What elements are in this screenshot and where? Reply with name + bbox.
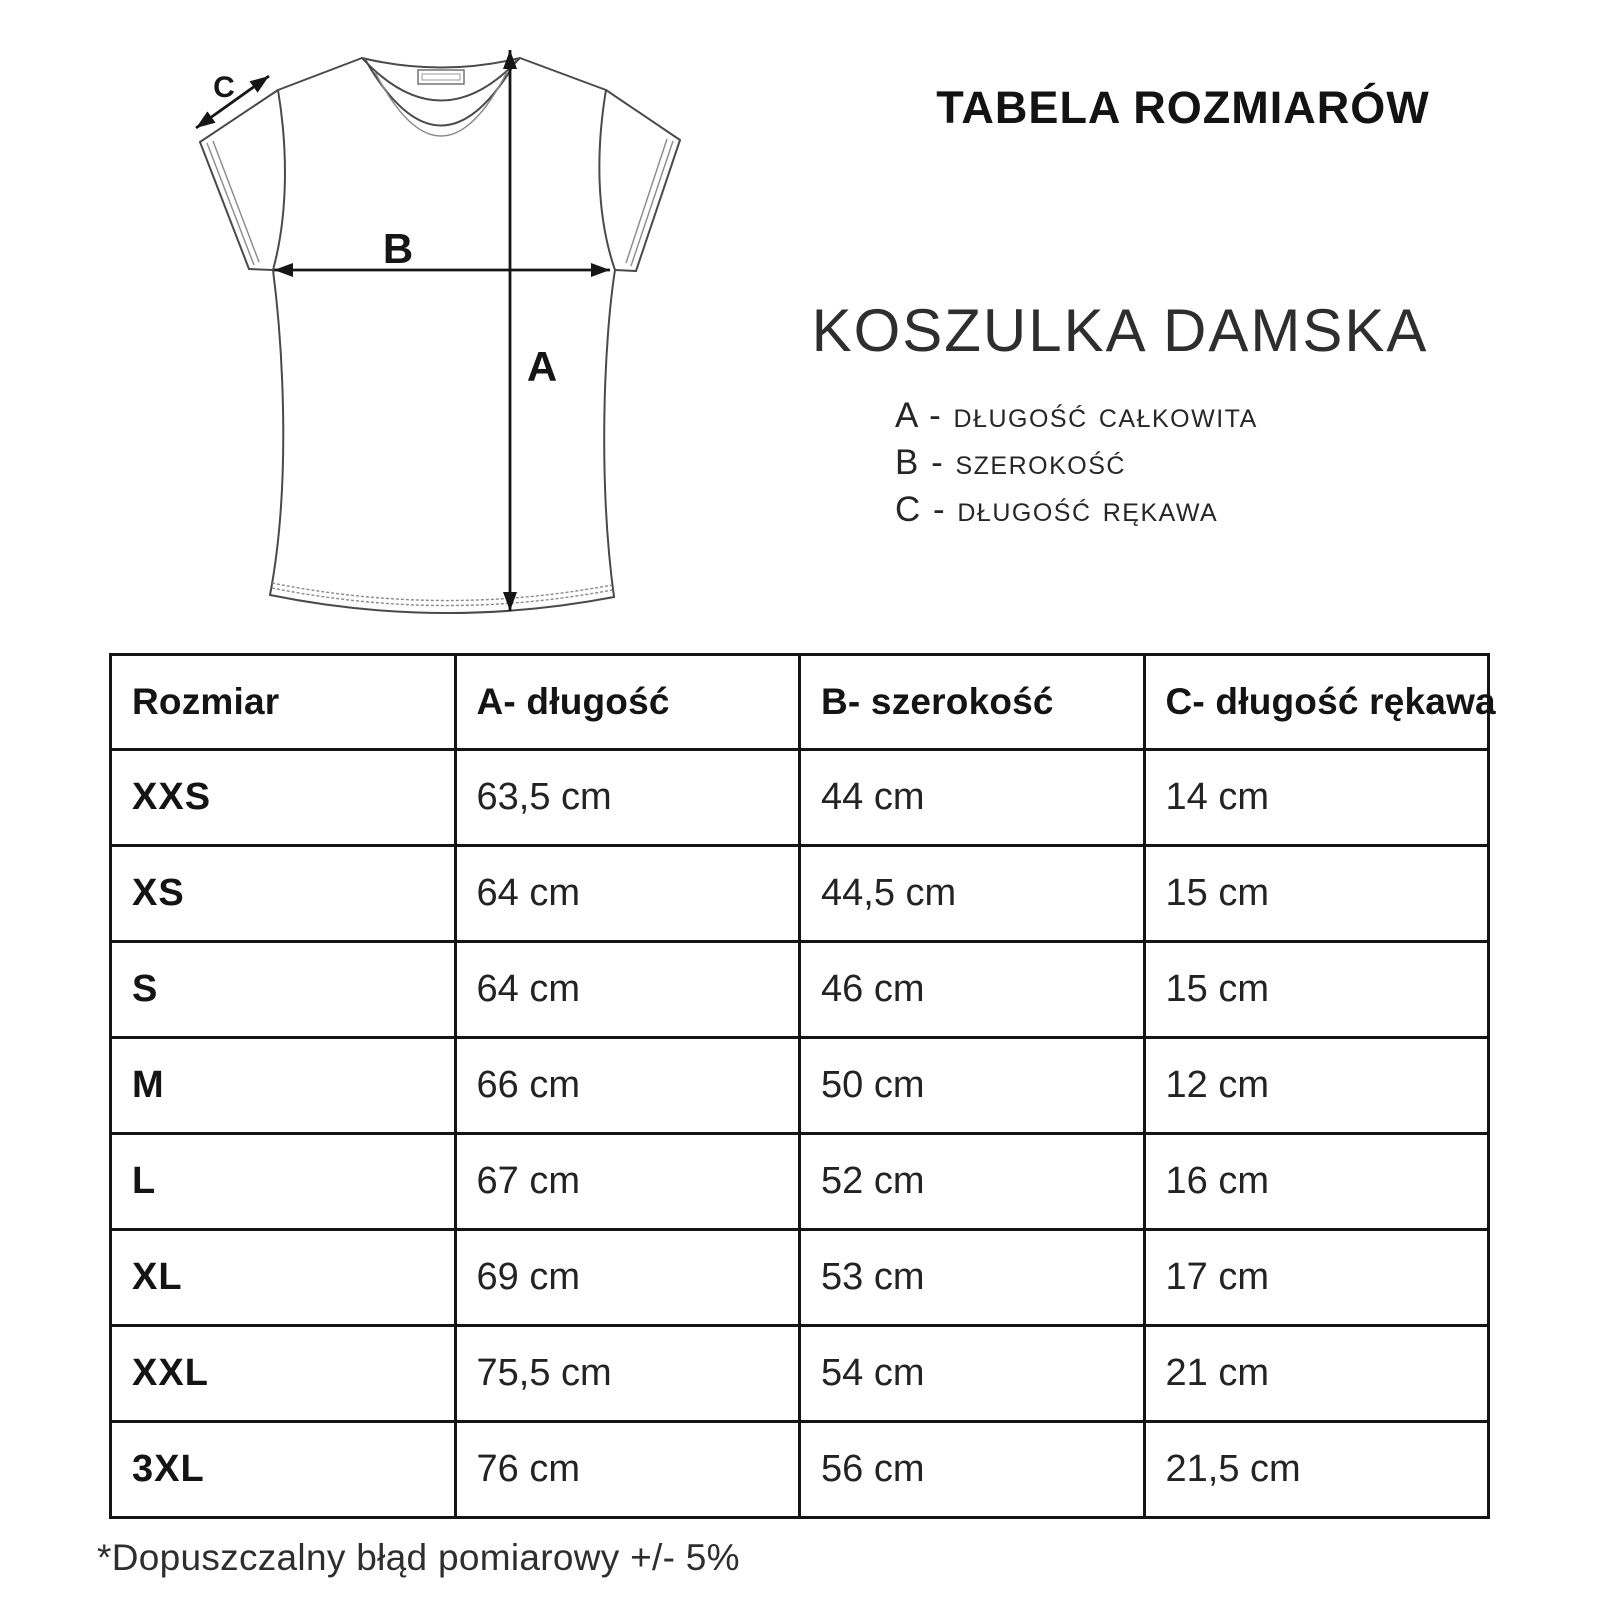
legend-item-a: A - długość całkowita <box>895 396 1258 435</box>
table-row <box>111 942 1489 1038</box>
measurement-legend <box>895 392 1258 533</box>
size-value: XXL <box>111 1326 456 1422</box>
legend-item-c: C - długość rękawa <box>895 490 1219 529</box>
col-header-size: Rozmiar <box>111 655 456 750</box>
length-value: 67 cm <box>455 1134 800 1230</box>
width-value: 44 cm <box>800 750 1145 846</box>
size-value: XL <box>111 1230 456 1326</box>
length-value: 75,5 cm <box>455 1326 800 1422</box>
size-value: XS <box>111 846 456 942</box>
dim-label-b: B <box>382 225 414 272</box>
table-row <box>111 1326 1489 1422</box>
tshirt-stitching <box>207 72 673 606</box>
width-value: 50 cm <box>800 1038 1145 1134</box>
length-value: 63,5 cm <box>455 750 800 846</box>
length-value: 64 cm <box>455 942 800 1038</box>
table-header-row <box>111 655 1489 750</box>
tshirt-diagram <box>170 30 690 630</box>
product-title: KOSZULKA DAMSKA <box>811 297 1429 364</box>
size-value: L <box>111 1134 456 1230</box>
width-value: 53 cm <box>800 1230 1145 1326</box>
neck-label <box>418 70 464 84</box>
sleeve-value: 16 cm <box>1144 1134 1489 1230</box>
table-row <box>111 1134 1489 1230</box>
col-header-sleeve: C- długość rękawa <box>1144 655 1489 750</box>
table-row <box>111 846 1489 942</box>
width-value: 54 cm <box>800 1326 1145 1422</box>
sleeve-value: 15 cm <box>1144 846 1489 942</box>
sleeve-value: 12 cm <box>1144 1038 1489 1134</box>
width-value: 52 cm <box>800 1134 1145 1230</box>
sleeve-value: 17 cm <box>1144 1230 1489 1326</box>
size-value: M <box>111 1038 456 1134</box>
size-value: S <box>111 942 456 1038</box>
length-value: 69 cm <box>455 1230 800 1326</box>
legend-item-b: B - szerokość <box>895 443 1126 482</box>
sleeve-value: 21,5 cm <box>1144 1422 1489 1518</box>
width-value: 56 cm <box>800 1422 1145 1518</box>
footnote: *Dopuszczalny błąd pomiarowy +/- 5% <box>97 1537 740 1578</box>
tshirt-outline <box>200 58 680 613</box>
page-title: TABELA ROZMIARÓW <box>936 82 1430 133</box>
dim-label-c: C <box>213 71 235 104</box>
col-header-width: B- szerokość <box>800 655 1145 750</box>
dim-label-a: A <box>526 343 558 390</box>
size-value: 3XL <box>111 1422 456 1518</box>
table-row <box>111 750 1489 846</box>
length-value: 76 cm <box>455 1422 800 1518</box>
size-value: XXS <box>111 750 456 846</box>
table-row <box>111 1422 1489 1518</box>
length-value: 66 cm <box>455 1038 800 1134</box>
table-row <box>111 1230 1489 1326</box>
col-header-length: A- długość <box>455 655 800 750</box>
width-value: 46 cm <box>800 942 1145 1038</box>
width-value: 44,5 cm <box>800 846 1145 942</box>
sleeve-value: 21 cm <box>1144 1326 1489 1422</box>
sleeve-value: 14 cm <box>1144 750 1489 846</box>
length-value: 64 cm <box>455 846 800 942</box>
table-row <box>111 1038 1489 1134</box>
measurement-arrows <box>196 50 610 611</box>
size-table <box>109 653 1496 1519</box>
sleeve-value: 15 cm <box>1144 942 1489 1038</box>
